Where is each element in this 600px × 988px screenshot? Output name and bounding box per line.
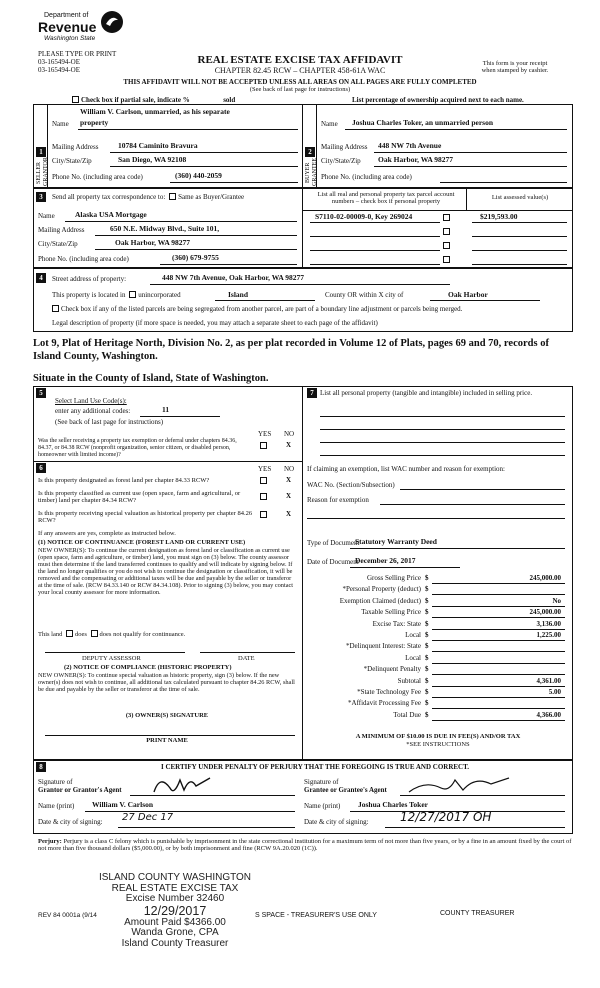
tax-row-label: *Delinquent Penalty xyxy=(363,665,421,674)
tax-row-value: 4,366.00 xyxy=(536,710,561,719)
tax-row-label: Subtotal xyxy=(397,676,421,685)
this-land-label: This land xyxy=(38,631,63,638)
notice-1-title: (1) NOTICE OF CONTINUANCE (FOREST LAND OR CURRENT USE) xyxy=(38,539,246,546)
if-yes-note: If any answers are yes, complete as instructed below. xyxy=(38,530,176,537)
doc-date-label: Date of Document xyxy=(307,558,359,566)
tax-row xyxy=(307,597,569,608)
partial-sale-label: Check box if partial sale, indicate % xyxy=(81,96,190,104)
print-name-label: PRINT NAME xyxy=(146,737,188,744)
certify-text: I CERTIFY UNDER PENALTY OF PERJURY THAT THE FOREGOING IS TRUE AND CORRECT. xyxy=(160,763,469,771)
tax-row-value: 1,225.00 xyxy=(536,630,561,639)
corr-phone: (360) 679-9755 xyxy=(172,253,219,262)
grantor-sig-label-1: Signature of xyxy=(38,778,73,786)
grantee-name-label: Name (print) xyxy=(304,802,341,810)
same-as-buyer-checkbox[interactable] xyxy=(169,193,176,200)
seller-name-label: Name xyxy=(52,120,69,128)
current-use-question: Is this property classified as current use (open space, farm and agricultural, or timber) land per chapter 84.34 RCW? xyxy=(38,490,241,505)
tax-row-value: 5.00 xyxy=(548,687,561,696)
grantor-name: William V. Carlson xyxy=(92,800,154,809)
section-2-number: 2 xyxy=(305,147,315,157)
tax-row xyxy=(307,642,569,653)
exemption-claim-label: If claiming an exemption, list WAC number and reason for exemption: xyxy=(307,465,505,473)
corr-name-label: Name xyxy=(38,212,55,220)
assessed-header: List assessed value(s) xyxy=(491,194,549,201)
grantee-name: Joshua Charles Toker xyxy=(358,800,429,809)
tax-row-currency: $ xyxy=(425,699,429,708)
form-code-2: 03-165494-OE xyxy=(38,66,80,74)
tax-row xyxy=(307,665,569,676)
grantee-sig-label-1: Signature of xyxy=(304,778,339,786)
ownership-note: List percentage of ownership acquired next to each name. xyxy=(352,96,524,104)
corr-mailing: 650 N.E. Midway Blvd., Suite 101, xyxy=(110,224,220,233)
does-not-label: does not qualify for continuance. xyxy=(99,631,186,638)
tax-row xyxy=(307,699,569,710)
s5-no-header: NO xyxy=(284,430,295,438)
parcel-2-personal-checkbox[interactable] xyxy=(443,228,450,235)
notice-2-title: (2) NOTICE OF COMPLIANCE (HISTORIC PROPERTY) xyxy=(64,664,232,671)
land-use-see-back: (See back of last page for instructions) xyxy=(55,418,164,426)
parcel-4-personal-checkbox[interactable] xyxy=(443,256,450,263)
logo-text-department: Department of xyxy=(44,12,89,19)
land-use-select-label: Select Land Use Code(s): xyxy=(55,397,127,405)
stamp-line-3: Excise Number 32460 xyxy=(125,893,225,904)
doc-type-label: Type of Document xyxy=(307,539,360,547)
buyer-side-label: BUYER GRANTEE xyxy=(305,158,318,186)
print-note: PLEASE TYPE OR PRINT xyxy=(38,50,117,58)
seller-name: William V. Carlson, unmarried, as his separate xyxy=(80,107,230,116)
grantor-signature xyxy=(150,770,220,798)
does-not-checkbox[interactable] xyxy=(91,630,98,637)
tax-row-label: Local xyxy=(405,630,421,639)
segregated-row xyxy=(52,305,567,313)
dor-logo-swirl-icon xyxy=(100,10,124,34)
qualify-row xyxy=(38,630,185,638)
doc-date: December 26, 2017 xyxy=(355,556,416,565)
unincorporated-label: unincorporated xyxy=(138,291,181,299)
s5-yes-header: YES xyxy=(258,430,272,438)
tax-row xyxy=(307,677,569,688)
seller-mailing: 10784 Caminito Bravura xyxy=(118,141,198,150)
tax-row-label: Exemption Claimed (deduct) xyxy=(339,596,421,605)
section-6-number: 6 xyxy=(36,463,46,473)
section-5-number: 5 xyxy=(36,388,46,398)
correspondence-label: Send all property tax correspondence to: xyxy=(52,193,166,201)
q1-yes-checkbox[interactable] xyxy=(260,477,267,484)
grantee-sig-label xyxy=(304,778,387,794)
stamp-line-1: ISLAND COUNTY WASHINGTON xyxy=(98,872,252,883)
corr-city: Oak Harbor, WA 98277 xyxy=(115,238,191,247)
tax-row-currency: $ xyxy=(425,687,429,696)
s5-no-mark: X xyxy=(286,441,292,449)
q2-no-mark: X xyxy=(286,492,292,500)
forest-land-question: Is this property designated as forest land per chapter 84.33 RCW? xyxy=(38,477,210,484)
tax-row-label: *Affidavit Processing Fee xyxy=(348,699,421,708)
tax-row xyxy=(307,608,569,619)
tax-row xyxy=(307,654,569,665)
tax-row-value: No xyxy=(552,596,561,605)
seller-city: San Diego, WA 92108 xyxy=(118,155,187,164)
county-treasurer-label: COUNTY TREASURER xyxy=(440,910,515,917)
parcel-number: S7110-02-00009-0, Key 269024 xyxy=(315,212,413,221)
q3-yes-checkbox[interactable] xyxy=(260,511,267,518)
s6-no-header: NO xyxy=(284,465,295,473)
situate-text: Situate in the County of Island, State of Washington. xyxy=(33,373,269,384)
corr-phone-label: Phone No. (including area code) xyxy=(38,255,129,263)
city-name: Oak Harbor xyxy=(448,290,488,299)
minimum-note: A MINIMUM OF $10.00 IS DUE IN FEE(S) AND/OR TAX xyxy=(355,733,521,740)
tax-row-currency: $ xyxy=(425,585,429,594)
tax-table xyxy=(307,574,569,722)
tax-row-currency: $ xyxy=(425,676,429,685)
owner-signature-label: (3) OWNER(S) SIGNATURE xyxy=(125,712,209,719)
tax-row-label: Total Due xyxy=(393,710,421,719)
logo-text-revenue: Revenue xyxy=(38,19,97,35)
reason-label: Reason for exemption xyxy=(307,496,369,504)
wac-label: WAC No. (Section/Subsection) xyxy=(307,481,395,489)
section-8-number: 8 xyxy=(36,762,46,772)
perjury-text xyxy=(38,838,573,853)
historic-question: Is this property receiving special valuation as historical property per chapter 84.26 RCW? xyxy=(38,510,253,525)
tax-row-currency: $ xyxy=(425,653,429,662)
tax-row xyxy=(307,711,569,722)
q1-no-mark: X xyxy=(286,476,292,484)
tax-row-label: Taxable Selling Price xyxy=(361,608,421,617)
tax-row-label: Excise Tax: State xyxy=(372,619,421,628)
legal-description: Lot 9, Plat of Heritage North, Division No. 2, as per plat recorded in Volume 12 of Plats, pages 69 and 70, records of Island County, Washington. xyxy=(33,338,549,362)
s6-yes-header: YES xyxy=(258,465,272,473)
receipt-note-line1: This form is your receipt xyxy=(482,60,548,67)
tax-row xyxy=(307,620,569,631)
sold-label: sold xyxy=(223,96,236,104)
tax-row-value: 4,361.00 xyxy=(536,676,561,685)
grantee-date: 12/27/2017 OH xyxy=(400,810,492,824)
see-back-note: (See back of last page for instructions) xyxy=(249,86,351,93)
segregated-checkbox[interactable] xyxy=(52,305,59,312)
stamp-line-2: REAL ESTATE EXCISE TAX xyxy=(111,882,239,894)
legal-label: Legal description of property (if more space is needed, you may attach a separate sheet to each page of the affidavit) xyxy=(52,319,378,327)
tax-row xyxy=(307,688,569,699)
county-name: Island xyxy=(228,290,249,299)
grantor-name-label: Name (print) xyxy=(38,802,75,810)
tax-row-label: Gross Selling Price xyxy=(366,574,421,582)
does-label: does xyxy=(75,631,87,638)
tax-row xyxy=(307,631,569,642)
deputy-assessor-label: DEPUTY ASSESSOR xyxy=(82,655,141,662)
seller-city-label: City/State/Zip xyxy=(52,157,92,165)
unincorporated-checkbox[interactable] xyxy=(129,291,136,298)
tax-row-label: *State Technology Fee xyxy=(357,687,421,696)
section-1-number: 1 xyxy=(36,147,46,157)
parcel-assessed-value: $219,593.00 xyxy=(480,212,518,221)
form-code-1: 03-165494-OE xyxy=(38,58,80,66)
county-label: County OR within X city of xyxy=(325,291,404,299)
parcel-3-personal-checkbox[interactable] xyxy=(443,242,450,249)
perjury-body: Perjury is a class C felony which is punishable by imprisonment in the state correctional institution for a maximum term of not more than five years, or by a fine in an amount fixed by the court of not more than five thousand dollars ($5,000.00), or by both imprisonment and fine (RCW 9A.20.020 (1C)). xyxy=(38,838,572,853)
grantor-sig-label xyxy=(38,778,122,794)
stamp-amount: Amount Paid $4366.00 xyxy=(124,916,226,928)
stamp-date: 12/29/2017 xyxy=(143,903,207,918)
seller-mailing-label: Mailing Address xyxy=(52,143,99,151)
grantor-sig-label-2: Grantor or Grantor's Agent xyxy=(38,786,122,795)
seller-phone: (360) 440-2059 xyxy=(175,171,222,180)
warning-text: THIS AFFIDAVIT WILL NOT BE ACCEPTED UNLESS ALL AREAS ON ALL PAGES ARE FULLY COMPLETED xyxy=(123,78,477,86)
seller-side-label: SELLER GRANTOR xyxy=(36,157,49,186)
buyer-name-label: Name xyxy=(321,120,338,128)
s5-yes-checkbox[interactable] xyxy=(260,442,267,449)
corr-mailing-label: Mailing Address xyxy=(38,226,85,234)
buyer-phone-label: Phone No. (including area code) xyxy=(321,173,412,181)
notice-2-body: NEW OWNER(S): To continue special valuation as historic property, sign (3) below. If the new owner(s) does not wish to continue, all additional tax calculated pursuant to chapter 84.26 RCW, shall be due and payable by the seller or transferor at the time of sale. xyxy=(38,672,295,694)
grantee-sig-label-2: Grantee or Grantee's Agent xyxy=(304,786,387,795)
corr-name: Alaska USA Mortgage xyxy=(75,210,147,219)
tax-row-value: 3,136.00 xyxy=(536,619,561,628)
tax-row xyxy=(307,574,569,585)
receipt-note xyxy=(460,60,570,75)
tax-row xyxy=(307,585,569,596)
parcels-header: List all real and personal property tax parcel account numbers – check box if personal property xyxy=(317,191,455,206)
section-7-number: 7 xyxy=(307,388,317,398)
section-4-number: 4 xyxy=(36,273,46,283)
tax-row-currency: $ xyxy=(425,665,429,674)
located-label: This property is located in xyxy=(52,291,126,299)
tax-row-currency: $ xyxy=(425,630,429,639)
buyer-name: Joshua Charles Toker, an unmarried person xyxy=(352,118,493,127)
same-as-buyer-label: Same as Buyer/Grantee xyxy=(178,193,245,201)
form-title: REAL ESTATE EXCISE TAX AFFIDAVIT xyxy=(197,54,403,66)
treasurer-space: S SPACE - TREASURER'S USE ONLY xyxy=(255,912,377,919)
stamp-line-7: Island County Treasurer xyxy=(121,937,229,949)
partial-sale-row xyxy=(72,96,235,104)
section-3-number: 3 xyxy=(36,192,46,202)
tax-row-currency: $ xyxy=(425,608,429,617)
receipt-note-line2: when stamped by cashier. xyxy=(481,67,549,75)
tax-row-currency: $ xyxy=(425,619,429,628)
seller-phone-label: Phone No. (including area code) xyxy=(52,173,143,181)
treasurer-stamp xyxy=(95,873,255,949)
assessor-date-label: DATE xyxy=(238,655,255,662)
street-label: Street address of property: xyxy=(52,275,127,283)
see-instructions: *SEE INSTRUCTIONS xyxy=(406,741,470,748)
tax-row-label: *Delinquent Interest: State xyxy=(345,642,421,651)
stamp-line-6: Wanda Grone, CPA xyxy=(131,927,219,939)
tax-row-currency: $ xyxy=(425,596,429,605)
buyer-mailing: 448 NW 7th Avenue xyxy=(378,141,442,150)
logo-text-state: Washington State xyxy=(44,35,96,42)
tax-row-currency: $ xyxy=(425,574,429,582)
buyer-city-label: City/State/Zip xyxy=(321,157,361,165)
doc-type: Statutory Warranty Deed xyxy=(355,537,437,546)
correspondence-row xyxy=(52,193,244,201)
dor-logo xyxy=(38,10,128,50)
form-chapter: CHAPTER 82.45 RCW – CHAPTER 458-61A WAC xyxy=(214,66,386,75)
personal-property-label: List all personal property (tangible and intangible) included in selling price. xyxy=(320,389,533,397)
grantor-date-label: Date & city of signing: xyxy=(38,818,103,826)
notice-1-body: NEW OWNER(S): To continue the current designation as forest land or classification as current use (open space, farm and agriculture, or timber) land, you must sign on (3) below. The county assessor must then determine if the land transferred continues to qualify and will indicate by signing below. If the land no longer qualifies or you do not wish to continue the designation or classification, it will be removed and the compensating or additional taxes will be due and payable by the seller or transferor at the time of sale. (RCW 84.33.140 or RCW 84.34.108). Prior to signing (3) below, you may contact your local county assessor for more information. xyxy=(38,547,294,597)
form-revision: REV 84 0001a (9/14 xyxy=(38,912,97,919)
exemption-question: Was the seller receiving a property tax exemption or deferral under chapters 84.36, 84.37, or 84.38 RCW (nonprofit organization, senior citizen, or disabled person, homeowner with limited income)? xyxy=(38,438,237,458)
does-checkbox[interactable] xyxy=(66,630,73,637)
additional-codes-label: enter any additional codes: xyxy=(55,407,131,415)
street-address: 448 NW 7th Avenue, Oak Harbor, WA 98277 xyxy=(162,273,305,282)
buyer-city: Oak Harbor, WA 98277 xyxy=(378,155,454,164)
q3-no-mark: X xyxy=(286,510,292,518)
buyer-mailing-label: Mailing Address xyxy=(321,143,368,151)
located-row xyxy=(52,291,181,299)
q2-yes-checkbox[interactable] xyxy=(260,493,267,500)
land-use-code: 11 xyxy=(162,405,170,414)
segregated-label: Check box if any of the listed parcels are being segregated from another parcel, are part of a boundary line adjustment or parcels being merged. xyxy=(61,305,463,313)
tax-row-value: 245,000.00 xyxy=(529,574,561,582)
seller-name-2: property xyxy=(80,118,109,127)
tax-row-currency: $ xyxy=(425,642,429,651)
perjury-label: Perjury: xyxy=(38,838,62,845)
grantee-date-label: Date & city of signing: xyxy=(304,818,369,826)
grantor-date: 27 Dec 17 xyxy=(122,812,174,823)
partial-sale-checkbox[interactable] xyxy=(72,96,79,103)
parcel-1-personal-checkbox[interactable] xyxy=(443,214,450,221)
tax-row-value: 245,000.00 xyxy=(529,608,561,617)
tax-row-currency: $ xyxy=(425,710,429,719)
tax-row-label: Local xyxy=(405,653,421,662)
tax-row-label: *Personal Property (deduct) xyxy=(342,585,421,594)
corr-city-label: City/State/Zip xyxy=(38,240,78,248)
